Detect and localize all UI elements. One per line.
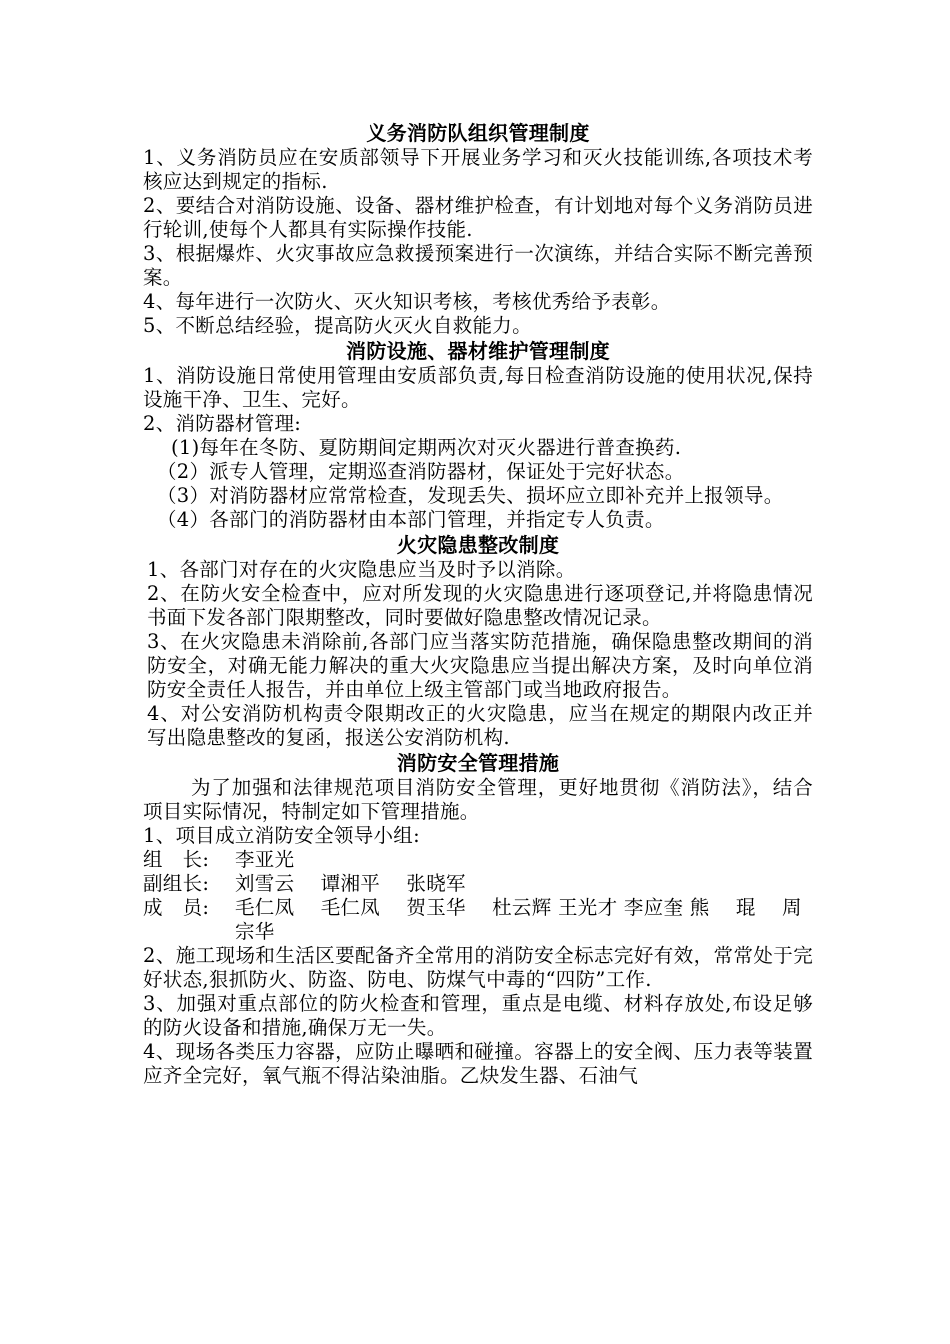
leader-names: 李亚光 [235, 848, 295, 871]
deputy-label: 副组长: [143, 872, 210, 895]
paragraph: 1、消防设施日常使用管理由安质部负责,每日检查消防设施的使用状况,保持设施干净、卫生、完好。 [143, 364, 813, 411]
paragraph: 4、现场各类压力容器，应防止曝晒和碰撞。容器上的安全阀、压力表等装置应齐全完好，氧气瓶不得沾染油脂。乙炔发生器、石油气 [143, 1040, 813, 1087]
document-page [143, 120, 813, 1088]
member-names: 毛仁凤 毛仁凤 贺玉华 杜云辉 王光才 李应奎 熊 琨 周宗华 [235, 896, 802, 943]
paragraph: 为了加强和法律规范项目消防安全管理，更好地贯彻《消防法》，结合项目实际情况，特制定如下管理措施。 [143, 776, 813, 823]
paragraph: 2、消防器材管理: [143, 412, 302, 435]
deputy-names: 刘雪云 谭湘平 张晓军 [235, 872, 466, 895]
member-row [143, 896, 813, 944]
section-title: 义务消防队组织管理制度 [366, 121, 590, 145]
paragraph: 4、每年进行一次防火、灭火知识考核，考核优秀给予表彰。 [143, 290, 671, 313]
paragraph: (1)每年在冬防、夏防期间定期两次对灭火器进行普查换药. [171, 436, 682, 459]
paragraph: 2、施工现场和生活区要配备齐全常用的消防安全标志完好有效，常常处于完好状态,狠抓防火、防盗、防电、防煤气中毒的“四防”工作. [143, 944, 813, 991]
paragraph: 1、义务消防员应在安质部领导下开展业务学习和灭火技能训练,各项技术考核应达到规定的指标. [143, 146, 813, 193]
paragraph: 4、对公安消防机构责令限期改正的火灾隐患，应当在规定的期限内改正并写出隐患整改的复函，报送公安消防机构. [147, 702, 813, 749]
paragraph: 1、各部门对存在的火灾隐患应当及时予以消除。 [147, 558, 576, 581]
paragraph: （4）各部门的消防器材由本部门管理，并指定专人负责。 [157, 508, 665, 531]
paragraph: 2、在防火安全检查中，应对所发现的火灾隐患进行逐项登记,并将隐患情况书面下发各部门限期整改，同时要做好隐患整改情况记录。 [147, 582, 813, 629]
paragraph: 2、要结合对消防设施、设备、器材维护检查，有计划地对每个义务消防员进行轮训,使每个人都具有实际操作技能. [143, 194, 813, 241]
paragraph: 3、在火灾隐患未消除前,各部门应当落实防范措施，确保隐患整改期间的消防安全，对确无能力解决的重大火灾隐患应当提出解决方案，及时向单位消防安全责任人报告，并由单位上级主管部门或当地政府报告。 [147, 630, 813, 701]
section-title: 消防安全管理措施 [396, 751, 560, 775]
paragraph: 1、项目成立消防安全领导小组: [143, 824, 420, 847]
leader-label: 组 长: [143, 848, 210, 871]
member-label: 成 员: [143, 896, 210, 919]
deputy-row [143, 872, 813, 896]
paragraph: （3）对消防器材应常常检查，发现丢失、损坏应立即补充并上报领导。 [157, 484, 784, 507]
paragraph: （2）派专人管理，定期巡查消防器材，保证处于完好状态。 [157, 460, 685, 483]
paragraph: 3、加强对重点部位的防火检查和管理，重点是电缆、材料存放处,布设足够的防火设备和措施,确保万无一失。 [143, 992, 813, 1039]
paragraph: 3、根据爆炸、火灾事故应急救援预案进行一次演练，并结合实际不断完善预案。 [143, 242, 813, 289]
paragraph: 5、不断总结经验，提高防火灭火自救能力。 [143, 314, 532, 337]
section-title: 消防设施、器材维护管理制度 [346, 339, 610, 363]
leader-row [143, 848, 813, 872]
section-title: 火灾隐患整改制度 [396, 533, 560, 557]
